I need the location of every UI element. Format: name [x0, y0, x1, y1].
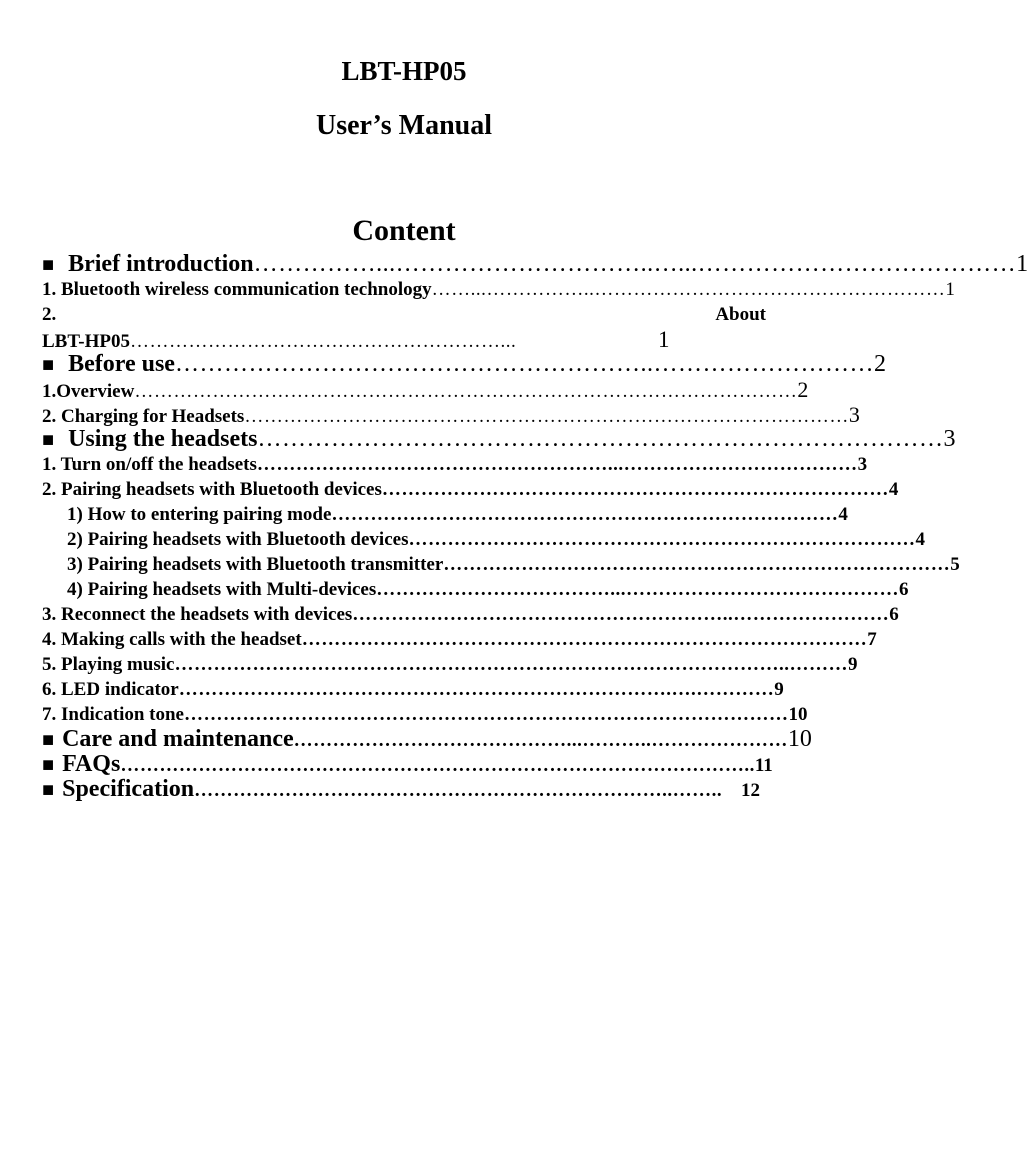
toc-entry-label: 3) Pairing headsets with Bluetooth transmitter [67, 554, 444, 575]
toc-entry-brief-introduction[interactable] [42, 251, 1028, 277]
toc-entry-page: 1 [1016, 251, 1028, 277]
toc-entry-label: LBT-HP05 [42, 331, 130, 352]
manual-title: User’s Manual [315, 110, 492, 141]
toc-entry-page: 1 [658, 327, 670, 352]
toc-entry-label: 3. Reconnect the headsets with devices [42, 604, 353, 625]
leader-dots: ………………………………………………………………………………………… [134, 381, 798, 402]
toc-entry-care-maintenance[interactable] [42, 726, 812, 752]
toc-entry-page: 7 [867, 629, 877, 650]
toc-entry-label: Care and maintenance [62, 726, 294, 752]
toc-entry-pairing-transmitter[interactable] [42, 552, 960, 577]
toc-entry-label: 1.Overview [42, 381, 135, 402]
leader-dots: …………………………………………………………………… [408, 529, 916, 550]
toc-entry-label: FAQs [62, 751, 121, 777]
toc-entry-label: Specification [62, 776, 195, 802]
toc-entry-label: 5. Playing music [42, 654, 175, 675]
leader-dots: ………………………………...…………………………………… [376, 579, 900, 600]
toc-entry-page: 3 [848, 402, 860, 427]
leader-dots: …………………………………………………………………… [331, 504, 839, 525]
toc-entry-page: 3 [857, 454, 868, 475]
toc-entry-page: 2 [873, 351, 886, 377]
toc-entry-number: 2. [42, 304, 57, 325]
toc-entry-label: 2. Charging for Headsets [42, 406, 245, 427]
toc-entry-label: 1) How to entering pairing mode [67, 504, 332, 525]
toc-entry-label: About [715, 304, 766, 325]
leader-dots: …………………………………………………………………………………….. [120, 755, 755, 776]
leader-dots: …………………………………………………………………………… [301, 629, 868, 650]
toc-entry-page: 9 [774, 679, 784, 700]
square-bullet-icon: ■ [42, 429, 55, 451]
leader-dots: ………………………………………………………………………………… [244, 406, 849, 427]
square-bullet-icon: ■ [42, 729, 55, 751]
toc-entry-label: 6. LED indicator [42, 679, 179, 700]
toc-entry-bluetooth-technology[interactable] [42, 277, 955, 302]
toc-entry-label: 2) Pairing headsets with Bluetooth devices [67, 529, 409, 550]
toc-entry-overview[interactable] [42, 377, 809, 402]
toc-entry-label: 2. Pairing headsets with Bluetooth devices [42, 479, 382, 500]
model-title: LBT-HP05 [341, 56, 467, 86]
toc-entry-pairing-mode[interactable] [42, 502, 848, 527]
leader-dots: …………………………………………………..…………………… [352, 604, 890, 625]
toc-entry-making-calls[interactable] [42, 627, 877, 652]
toc-entry-label: 7. Indication tone [42, 704, 184, 725]
toc-entry-label: 1. Bluetooth wireless communication technology [42, 279, 432, 300]
toc-entry-label: 4. Making calls with the headset [42, 629, 302, 650]
toc-entry-pairing-bt-devices[interactable] [42, 527, 925, 552]
toc-entry-page: 12 [741, 780, 760, 801]
toc-entry-page: 10 [788, 704, 808, 725]
leader-dots: ……………...…………………………..…...………………………………… [253, 251, 1017, 277]
leader-dots: …………………………………………………………………………………..……… [174, 654, 848, 675]
toc-entry-label: Before use [68, 351, 175, 377]
toc-entry-reconnect[interactable] [42, 602, 899, 627]
toc-entry-page: 5 [950, 554, 960, 575]
toc-entry-label: Using the headsets [68, 426, 258, 452]
toc-entry-specification[interactable] [42, 777, 766, 802]
toc-entry-page: 11 [754, 755, 773, 776]
toc-entry-page: 10 [787, 726, 812, 752]
content-heading: Content [352, 214, 456, 247]
leader-dots: …………………………………………………... [130, 331, 517, 352]
leader-dots: …………………………………………………………………… [381, 479, 889, 500]
toc-entry-using-headsets[interactable] [42, 426, 956, 452]
toc-entry-page: 6 [889, 604, 899, 625]
toc-entry-page: 6 [899, 579, 909, 600]
toc-entry-turn-on-off[interactable] [42, 452, 868, 477]
leader-dots: ………………………………………………………………………… [257, 426, 944, 452]
toc-entry-pairing[interactable] [42, 477, 899, 502]
square-bullet-icon: ■ [42, 254, 55, 276]
leader-dots: ………………………………………………...……………………………… [256, 454, 858, 475]
leader-dots: …………………………………………………………………… [443, 554, 951, 575]
toc-entry-label: 4) Pairing headsets with Multi-devices [67, 579, 377, 600]
toc-entry-pairing-multi-devices[interactable] [42, 577, 909, 602]
leader-dots: …………………………………………………..……………………… [174, 351, 874, 377]
toc-entry-label: Brief introduction [68, 251, 254, 277]
toc-entry-page: 1 [945, 279, 955, 300]
toc-entry-about-continued[interactable] [42, 327, 766, 352]
table-of-contents [42, 251, 1028, 802]
leader-dots: ………………………………………………………………….….………… [178, 679, 775, 700]
toc-entry-indication-tone[interactable] [42, 702, 808, 727]
leader-dots: ………………………………………………………………………………… [184, 704, 789, 725]
toc-entry-charging[interactable] [42, 402, 860, 427]
square-bullet-icon: ■ [42, 779, 55, 801]
toc-entry-about-line[interactable] [42, 302, 766, 327]
toc-entry-page: 3 [943, 426, 956, 452]
square-bullet-icon: ■ [42, 754, 55, 776]
toc-entry-label: 1. Turn on/off the headsets [42, 454, 257, 475]
square-bullet-icon: ■ [42, 354, 55, 376]
toc-entry-playing-music[interactable] [42, 652, 858, 677]
toc-entry-before-use[interactable] [42, 351, 886, 377]
toc-entry-page: 4 [838, 504, 848, 525]
leader-dots: ……...……………..……………………………………………… [431, 279, 946, 300]
leader-dots: ………………………………………………………………..…….. [194, 780, 723, 801]
leader-dots: ……………………………………...………..………………… [293, 730, 788, 751]
toc-entry-page: 4 [888, 479, 899, 500]
toc-entry-page: 9 [847, 654, 858, 675]
toc-entry-led-indicator[interactable] [42, 677, 784, 702]
toc-entry-page: 2 [797, 377, 809, 402]
toc-entry-page: 4 [915, 529, 925, 550]
toc-entry-faqs[interactable] [42, 751, 773, 777]
